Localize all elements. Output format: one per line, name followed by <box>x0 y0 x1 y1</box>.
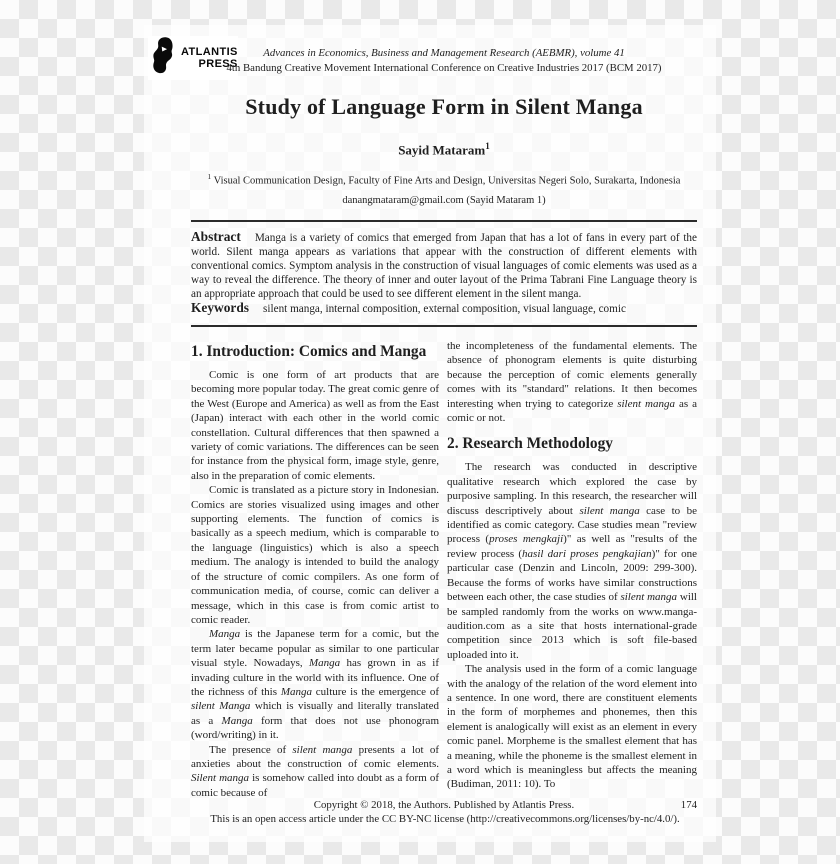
paragraph: Manga is the Japanese term for a comic, but the term later became popular as similar to one particular visual style. Nowadays, Manga has grown in as if invading culture in the world with its influence. One of the richness of this Manga culture is the emergence of silent Manga which is visually and literally translated as a Manga form that does not use phonogram (word/writing) in it. <box>191 628 439 742</box>
paragraph: Comic is one form of art products that are becoming more popular today. The great comic genre of the West (Europe and America) as well as from the East (Japan) interact with each other in the world comic constellation. Cultural differences that then spawned a variety of comic variations. The differences can be seen for instance from the physical form, image style, genre, also in the preparation of comic elements. <box>191 369 439 482</box>
keywords-bottom-rule <box>191 325 697 327</box>
paragraph: The analysis used in the form of a comic language with the analogy of the relation of the word element into a sentence. In one word, there are constituent elements in the form of morphemes and phonemes, then this element is analogically will exist as an element in every comic panel. Morpheme is the smallest element that has a meaning, while the phoneme is the smallest element in a word which is meaningless but affects the meaning (Budiman, 2011: 10). To <box>447 663 697 791</box>
paragraph-continuation: the incompleteness of the fundamental elements. The absence of phonogram elements is quite disturbing because the perception of comic elements generally comes with its "standard" relations. It then becomes interesting when trying to categorize silent manga as a comic or not. <box>447 340 698 425</box>
abstract-top-rule <box>191 220 697 222</box>
abstract-label: Abstract <box>191 229 241 244</box>
paragraph: Comic is translated as a picture story in Indonesian. Comics are stories visualized using images and other supporting elements. The function of comics is basically as a speech medium, which is comparable to the language (linguistics) which is also a speech medium. The analogy is intended to build the analogy of the structure of comic compilers. As one form of communication media, of course, comic can deliver a message, which in this case is from comic artist to comic reader. <box>191 484 439 626</box>
affiliation-superscript: 1 <box>207 172 212 181</box>
author-email: danangmataram@gmail.com (Sayid Mataram 1) <box>342 195 546 206</box>
conference-line: 4th Bandung Creative Movement International Conference on Creative Industries 2017 (BCM 2017) <box>226 62 662 74</box>
author-affiliation <box>191 172 697 187</box>
affiliation-text: Visual Communication Design, Faculty of Fine Arts and Design, Universitas Negeri Solo, Surakarta, Indonesia <box>213 175 681 187</box>
section-heading-introduction: 1. Introduction: Comics and Manga <box>191 343 427 360</box>
journal-series-line: Advances in Economics, Business and Management Research (AEBMR), volume 41 <box>263 47 625 59</box>
paragraph: The presence of silent manga presents a lot of anxieties about the construction of comic elements. Silent manga is somehow called into doubt as a form of comic because of <box>191 743 439 799</box>
author-superscript: 1 <box>485 141 490 151</box>
paragraph: The research was conducted in descriptive qualitative research which explored the case by purposive sampling. In this research, the researcher will discuss descriptively about silent manga case to be identified as comic category. Case studies mean "review process (proses mengkaji)" as well as "results of the review process (hasil dari proses pengkajian)" for one particular case (Denzin and Lincoln, 2009: 299-300). Because the forms of works have similar constructions between each other, the case studies of silent manga will be sampled randomly from the works on www.manga-audition.com as a site that hosts international-grade competition since 2013 which is soft file-based uploaded into it. <box>447 461 698 661</box>
license-line: This is an open access article under the CC BY-NC license (http://creativecommons.org/licenses/by-nc/4.0/). <box>210 813 680 825</box>
body-right-column <box>447 339 697 792</box>
copyright-line: Copyright © 2018, the Authors. Published by Atlantis Press. <box>313 799 575 811</box>
keywords-section <box>191 301 697 317</box>
abstract-section <box>191 230 697 302</box>
section-heading-methodology: 2. Research Methodology <box>447 435 613 453</box>
author-name <box>191 141 697 158</box>
body-left-column <box>191 343 439 800</box>
page-number: 174 <box>680 799 697 811</box>
paper-title: Study of Language Form in Silent Manga <box>245 94 643 119</box>
abstract-text: Manga is a variety of comics that emerged from Japan that has a lot of fans in every part of the world. Silent manga appears as variations that appear with the construction of different elements with conventional comics. Symptom analysis in the construction of visual languages of comic elements was used as a way to reveal the difference. The theory of inner and outer layout of the Prima Tabrani Fine Language theory is an appropriate approach that could be used to see different element in the silent manga. <box>191 232 697 300</box>
author-text: Sayid Mataram <box>398 142 486 158</box>
keywords-text: silent manga, internal composition, external composition, visual language, comic <box>263 303 626 315</box>
keywords-label: Keywords <box>191 300 250 315</box>
publisher-name-top: ATLANTIS <box>181 45 238 58</box>
thinker-silhouette-icon <box>150 37 178 80</box>
publisher-name-bottom: PRESS <box>198 58 238 70</box>
